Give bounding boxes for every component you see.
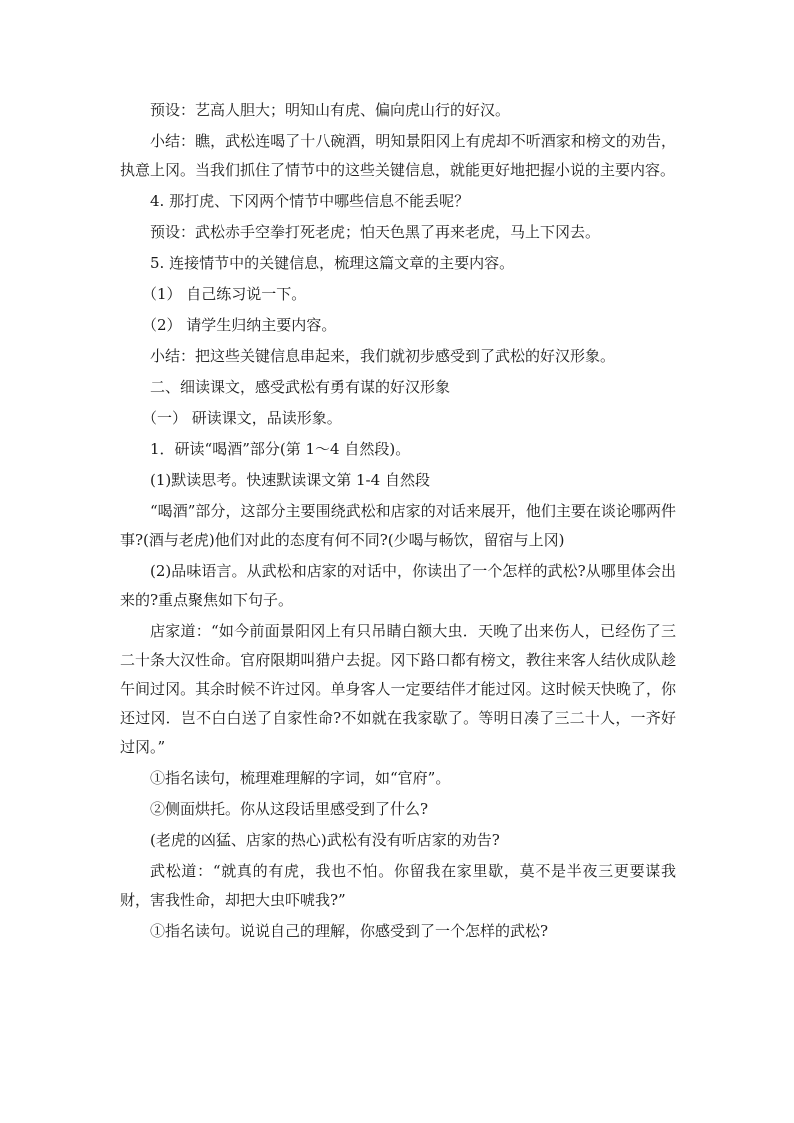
section-heading-2: 二、细读课文，感受武松有勇有谋的好汉形象 [150,378,451,396]
paragraph-substep-1: （1） 自己练习说一下。 [142,285,307,303]
document-body [120,96,676,948]
paragraph-point-3: ①指名读句。说说自己的理解，你感受到了一个怎样的武松? [150,922,549,940]
paragraph-point-2: ②侧面烘托。你从这段话里感受到了什么? [150,800,429,818]
paragraph-dialogue-analysis: “喝酒”部分，这部分主要围绕武松和店家的对话来展开，他们主要在谈论哪两件事?(酒与老虎)他们对此的态度有何不同?(少喝与畅饮，留宿与上冈) [120,502,676,549]
subsection-heading-1: （一） 研读课文，品读形象。 [142,409,342,427]
paragraph-wusong-quote: 武松道：“就真的有虎，我也不怕。你留我在家里歇，莫不是半夜三更要谋我财，害我性命，却把大虫吓唬我?” [120,862,676,909]
paragraph-language-analysis: (2)品味语言。从武松和店家的对话中，你读出了一个怎样的武松?从哪里体会出来的?重点聚焦如下句子。 [120,562,676,609]
paragraph-substep-2: （2） 请学生归纳主要内容。 [142,316,337,334]
paragraph-innkeeper-quote: 店家道：“如今前面景阳冈上有只吊睛白额大虫．天晚了出来伤人，已经伤了三二十条大汉性命。官府限期叫猎户去捉。冈下路口都有榜文，教往来客人结伙成队趁午间过冈。其余时候不许过冈。单身客人一定要结伴才能过冈。这时候天快晚了，你还过冈．岂不白白送了自家性命?不如就在我家歇了。等明日凑了三二十人，一齐好过冈。” [120,622,676,756]
paragraph-question-4: 4. 那打虎、下冈两个情节中哪些信息不能丢呢？ [150,192,470,210]
paragraph-silent-reading: (1)默读思考。快速默读课文第 1-4 自然段 [150,471,430,489]
paragraph-summary-2: 小结：把这些关键信息串起来，我们就初步感受到了武松的好汉形象。 [150,347,616,365]
paragraph-tiger-question: (老虎的凶猛、店家的热心)武松有没有听店家的劝告? [150,831,500,849]
paragraph-step-5: 5. 连接情节中的关键信息，梳理这篇文章的主要内容。 [150,254,515,272]
paragraph-summary-1: 小结：瞧，武松连喝了十八碗酒，明知景阳冈上有虎却不听酒家和榜文的劝告，执意上冈。当我们抓住了情节中的这些关键信息，就能更好地把握小说的主要内容。 [120,132,676,179]
paragraph-preset-2: 预设：武松赤手空拳打死老虎；怕天色黑了再来老虎，马上下冈去。 [150,223,601,241]
paragraph-preset-1: 预设：艺高人胆大；明知山有虎、偏向虎山行的好汉。 [150,101,511,119]
paragraph-drinking-section: 1．研读“喝酒”部分(第 1～4 自然段)。 [150,440,411,458]
paragraph-point-1: ①指名读句，梳理难理解的字词，如“官府”。 [150,769,451,787]
